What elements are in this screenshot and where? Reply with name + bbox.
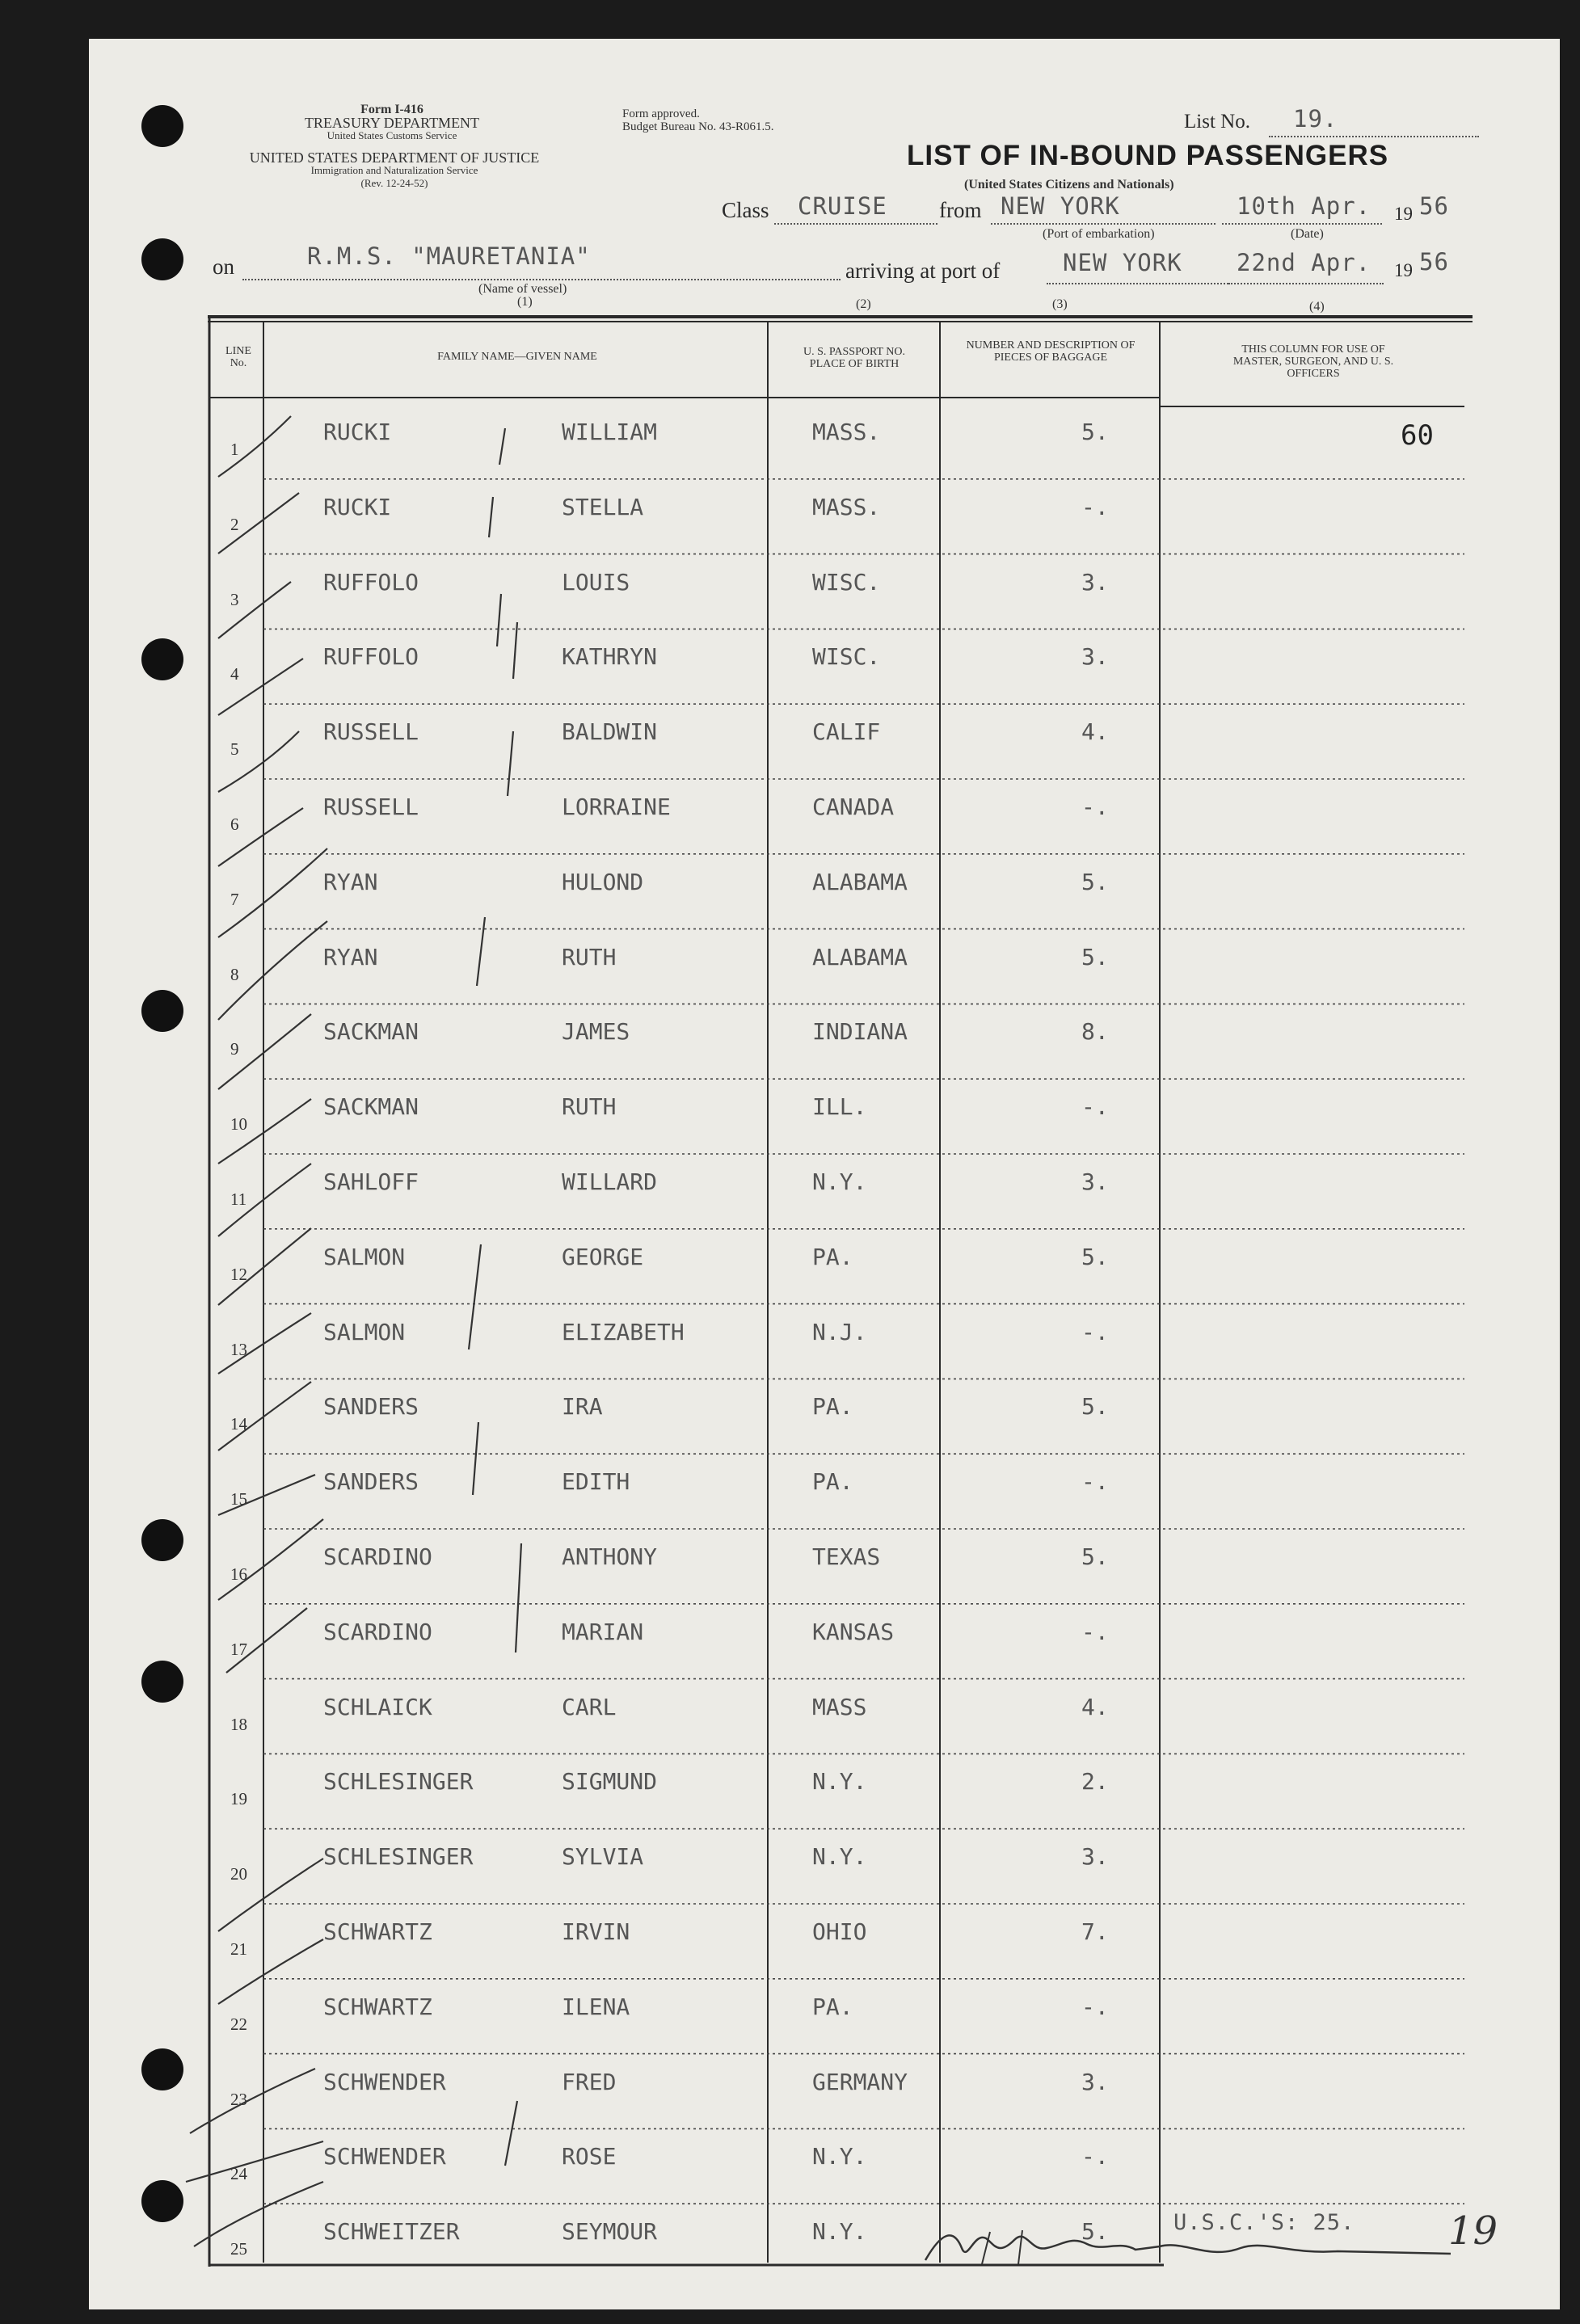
cell-family: RYAN xyxy=(323,868,378,895)
approved-label: Form approved. xyxy=(622,107,700,120)
port-embark-note: (Port of embarkation) xyxy=(1043,227,1155,241)
cell-birth: WISC. xyxy=(812,568,881,596)
cell-baggage: -. xyxy=(1081,1318,1109,1345)
cell-family: SANDERS xyxy=(323,1468,419,1496)
cell-baggage: 5. xyxy=(1081,943,1109,970)
cell-given: ROSE xyxy=(562,2143,617,2170)
line-number: 13 xyxy=(230,1339,247,1359)
cell-baggage: 4. xyxy=(1081,718,1109,746)
from-value: NEW YORK xyxy=(1001,192,1120,220)
cell-baggage: 5. xyxy=(1081,1543,1109,1570)
date-note: (Date) xyxy=(1291,227,1324,241)
column-header-officers: THIS COLUMN FOR USE OF MASTER, SURGEON, AND U. S. OFFICERS xyxy=(1232,343,1394,380)
cell-family: SCHLESINGER xyxy=(323,1843,474,1871)
cell-given: RUTH xyxy=(562,1093,617,1121)
from-label: from xyxy=(939,198,982,222)
cell-family: SCARDINO xyxy=(323,1618,432,1645)
cell-baggage: 3. xyxy=(1081,1843,1109,1871)
line-number: 20 xyxy=(230,1864,247,1884)
line-number: 23 xyxy=(230,2089,247,2109)
cell-birth: PA. xyxy=(812,1393,853,1421)
line-number: 3 xyxy=(230,589,239,609)
cell-family: RUFFOLO xyxy=(323,643,419,671)
depart-year-prefix: 19 xyxy=(1394,204,1413,224)
revision-label: (Rev. 12-24-52) xyxy=(360,177,428,189)
cell-given: EDITH xyxy=(562,1468,630,1496)
cell-given: ILENA xyxy=(562,1993,630,2020)
cell-given: MARIAN xyxy=(562,1618,644,1645)
cell-birth: PA. xyxy=(812,1993,853,2020)
cell-family: RUCKI xyxy=(323,419,392,445)
arrival-port: NEW YORK xyxy=(1063,249,1182,276)
cell-given: IRVIN xyxy=(562,1918,630,1945)
treasury-label: TREASURY DEPARTMENT xyxy=(304,115,480,131)
cell-family: SCARDINO xyxy=(323,1543,432,1570)
cell-birth: GERMANY xyxy=(812,2068,908,2095)
cell-family: SCHLAICK xyxy=(323,1693,432,1720)
line-number: 8 xyxy=(230,964,239,984)
cell-given: KATHRYN xyxy=(562,643,658,671)
line-number: 18 xyxy=(230,1714,247,1734)
col2-number: (2) xyxy=(856,297,871,311)
line-number: 12 xyxy=(230,1264,247,1284)
cell-given: FRED xyxy=(562,2068,617,2095)
cell-birth: CANADA xyxy=(812,794,895,820)
cell-given: HULOND xyxy=(562,868,644,895)
arrival-year: 56 xyxy=(1419,248,1449,276)
cell-given: SEYMOUR xyxy=(562,2218,658,2246)
column-header-baggage: NUMBER AND DESCRIPTION OF PIECES OF BAGGAGE xyxy=(966,339,1135,364)
cell-family: SCHWARTZ xyxy=(323,1993,432,2020)
page-subtitle: (United States Citizens and Nationals) xyxy=(964,178,1174,192)
cell-family: SALMON xyxy=(323,1243,406,1270)
cell-given: LOUIS xyxy=(562,568,630,596)
line-number: 19 xyxy=(230,1789,247,1809)
cell-baggage: 5. xyxy=(1081,2218,1109,2246)
line-number: 4 xyxy=(230,664,239,684)
uscs-total: U.S.C.'S: 25. xyxy=(1173,2210,1355,2235)
class-label: Class xyxy=(722,198,769,222)
column-header-passport: U. S. PASSPORT NO. PLACE OF BIRTH xyxy=(803,346,905,370)
cell-baggage: 3. xyxy=(1081,1168,1109,1195)
line-number: 6 xyxy=(230,815,239,834)
cell-baggage: 8. xyxy=(1081,1018,1109,1046)
line-number: 24 xyxy=(230,2164,247,2184)
cell-given: GEORGE xyxy=(562,1243,644,1270)
cell-baggage: 5. xyxy=(1081,1243,1109,1270)
list-no-value: 19. xyxy=(1293,105,1338,133)
cell-birth: PA. xyxy=(812,1468,853,1496)
cell-birth: PA. xyxy=(812,1243,853,1270)
cell-baggage: -. xyxy=(1081,1618,1109,1645)
cell-family: RYAN xyxy=(323,943,378,970)
cell-birth: MASS. xyxy=(812,493,881,520)
line-number: 9 xyxy=(230,1039,239,1059)
line-number: 14 xyxy=(230,1414,247,1434)
cell-birth: ALABAMA xyxy=(812,868,908,895)
cell-given: IRA xyxy=(562,1393,603,1421)
cell-birth: CALIF xyxy=(812,718,881,746)
line-number: 17 xyxy=(230,1639,247,1659)
column-header-line: LINE No. xyxy=(225,345,251,369)
cell-family: SCHWEITZER xyxy=(323,2218,460,2246)
cell-baggage: -. xyxy=(1081,794,1109,820)
cell-family: SCHWENDER xyxy=(323,2143,446,2170)
line-number: 1 xyxy=(230,440,239,459)
cell-given: SYLVIA xyxy=(562,1843,644,1871)
form-number: Form I-416 xyxy=(360,103,423,116)
cell-birth: ILL. xyxy=(812,1093,867,1121)
cell-birth: N.Y. xyxy=(812,1768,867,1796)
vessel-note: (Name of vessel) xyxy=(478,282,567,296)
cell-family: SACKMAN xyxy=(323,1093,419,1121)
cell-baggage: -. xyxy=(1081,1468,1109,1496)
cell-given: SIGMUND xyxy=(562,1768,658,1796)
cell-family: RUFFOLO xyxy=(323,568,419,596)
line-number: 5 xyxy=(230,739,239,760)
arrival-year-prefix: 19 xyxy=(1394,260,1413,280)
line-number: 25 xyxy=(230,2239,247,2259)
cell-birth: TEXAS xyxy=(812,1543,881,1570)
line-number: 7 xyxy=(230,889,239,909)
cell-given: RUTH xyxy=(562,943,617,970)
cell-birth: MASS xyxy=(812,1693,867,1720)
cell-given: CARL xyxy=(562,1693,617,1720)
cell-family: RUCKI xyxy=(323,493,392,520)
cell-given: JAMES xyxy=(562,1018,630,1046)
cell-family: SCHWENDER xyxy=(323,2068,446,2095)
cell-baggage: 7. xyxy=(1081,1918,1109,1945)
cell-given: BALDWIN xyxy=(562,718,658,746)
arrival-date: 22nd Apr. xyxy=(1237,249,1371,276)
cell-given: WILLIAM xyxy=(562,419,658,445)
ins-label: Immigration and Naturalization Service xyxy=(310,164,478,176)
cell-baggage: 3. xyxy=(1081,643,1109,671)
justice-label: UNITED STATES DEPARTMENT OF JUSTICE xyxy=(249,149,540,166)
cell-family: SCHLESINGER xyxy=(323,1768,474,1796)
cell-given: ANTHONY xyxy=(562,1543,658,1570)
cell-baggage: -. xyxy=(1081,1093,1109,1121)
cell-baggage: 3. xyxy=(1081,2068,1109,2095)
cell-birth: N.J. xyxy=(812,1318,867,1345)
cell-family: RUSSELL xyxy=(323,718,419,746)
cell-given: ELIZABETH xyxy=(562,1318,685,1345)
cell-baggage: 5. xyxy=(1081,419,1109,445)
list-no-label: List No. xyxy=(1184,111,1250,133)
line-number: 15 xyxy=(230,1489,247,1509)
page-title: LIST OF IN-BOUND PASSENGERS xyxy=(907,140,1389,171)
line-number: 10 xyxy=(230,1114,247,1135)
cell-family: SANDERS xyxy=(323,1393,419,1421)
cell-baggage: -. xyxy=(1081,493,1109,520)
cell-birth: ALABAMA xyxy=(812,943,908,970)
cell-baggage: -. xyxy=(1081,2143,1109,2170)
line-number: 21 xyxy=(230,1939,247,1959)
budget-label: Budget Bureau No. 43-R061.5. xyxy=(622,120,774,133)
cell-baggage: 3. xyxy=(1081,568,1109,596)
cell-baggage: 5. xyxy=(1081,868,1109,895)
line-number: 16 xyxy=(230,1564,247,1584)
vessel-name: R.M.S. "MAURETANIA" xyxy=(307,242,591,270)
line-number: 11 xyxy=(230,1189,247,1209)
cell-birth: N.Y. xyxy=(812,1168,867,1195)
cell-given: WILLARD xyxy=(562,1168,658,1195)
cell-given: STELLA xyxy=(562,493,644,520)
officer-mark: 60 xyxy=(1401,419,1434,452)
cell-baggage: -. xyxy=(1081,1993,1109,2020)
cell-birth: N.Y. xyxy=(812,2218,867,2246)
cell-family: SCHWARTZ xyxy=(323,1918,432,1945)
cell-family: SAHLOFF xyxy=(323,1168,419,1195)
cell-birth: OHIO xyxy=(812,1918,867,1945)
cell-family: SALMON xyxy=(323,1318,406,1345)
cell-baggage: 2. xyxy=(1081,1768,1109,1796)
cell-birth: WISC. xyxy=(812,643,881,671)
cell-baggage: 4. xyxy=(1081,1693,1109,1720)
arriving-label: arriving at port of xyxy=(845,259,1001,283)
cell-birth: MASS. xyxy=(812,419,881,445)
customs-label: United States Customs Service xyxy=(327,129,457,141)
column-header-name: FAMILY NAME—GIVEN NAME xyxy=(437,351,597,363)
cell-family: SACKMAN xyxy=(323,1018,419,1046)
on-label: on xyxy=(213,255,234,279)
cell-baggage: 5. xyxy=(1081,1393,1109,1421)
line-number: 22 xyxy=(230,2014,247,2034)
line-number: 2 xyxy=(230,514,239,534)
class-value: CRUISE xyxy=(798,192,887,220)
cell-birth: INDIANA xyxy=(812,1018,908,1046)
cell-birth: KANSAS xyxy=(812,1618,895,1645)
page-number-handwritten: 19 xyxy=(1448,2208,1498,2254)
col4-number: (4) xyxy=(1309,300,1325,314)
depart-date: 10th Apr. xyxy=(1237,192,1371,220)
cell-birth: N.Y. xyxy=(812,1843,867,1871)
col3-number: (3) xyxy=(1052,297,1068,311)
cell-given: LORRAINE xyxy=(562,794,671,820)
cell-birth: N.Y. xyxy=(812,2143,867,2170)
cell-family: RUSSELL xyxy=(323,794,419,820)
col1-number: (1) xyxy=(517,295,533,309)
depart-year: 56 xyxy=(1419,192,1449,220)
